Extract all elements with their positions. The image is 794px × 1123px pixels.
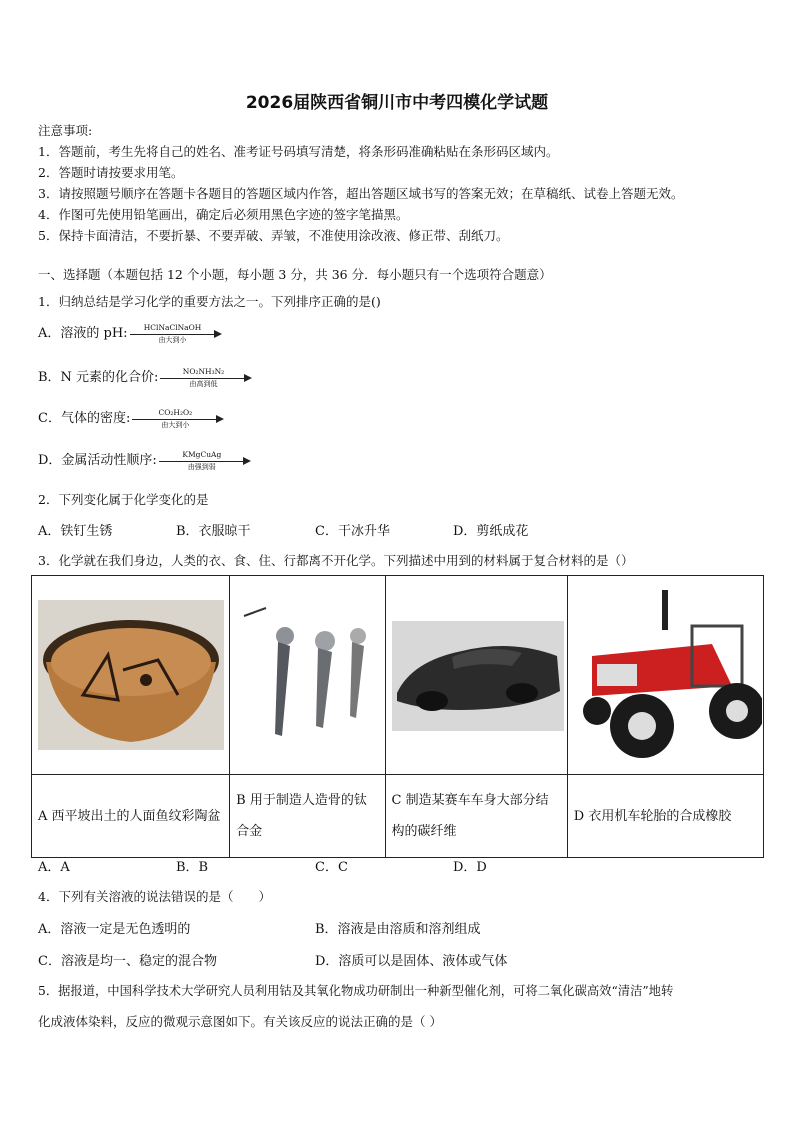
question-4-stem: 4．下列有关溶液的说法错误的是（ ） bbox=[38, 889, 271, 904]
notice-item: 4．作图可先使用铅笔画出，确定后必须用黑色字迹的签字笔描黑。 bbox=[38, 207, 409, 222]
image-cell-d bbox=[567, 576, 763, 775]
titanium-bone-image bbox=[240, 606, 380, 746]
tractor-image bbox=[572, 586, 762, 766]
notice-item: 3．请按照题号顺序在答题卡各题目的答题区域内作答，超出答题区域书写的答案无效；在草稿纸、试卷上答题无效。 bbox=[38, 186, 684, 201]
reaction-arrow bbox=[160, 367, 252, 389]
q2-option-a: A．铁钉生锈 bbox=[38, 524, 113, 539]
question-5-line-1: 5．据报道，中国科学技术大学研究人员利用钴及其氧化物成功研制出一种新型催化剂，可将二氧化碳高效“清洁”地转 bbox=[38, 984, 674, 998]
q2-option-b: B．衣服晾干 bbox=[176, 524, 251, 539]
reaction-arrow bbox=[159, 450, 251, 472]
option-label: B．N 元素的化合价: bbox=[38, 370, 159, 385]
question-3-stem: 3．化学就在我们身边，人类的衣、食、住、行都离不开化学。下列描述中用到的材料属于复合材料的是（） bbox=[38, 553, 634, 568]
option-label: D．金属活动性顺序: bbox=[38, 453, 157, 468]
arrow-bottom-text: 由大到小 bbox=[161, 420, 190, 429]
arrow-top-text: NO₂NH₃N₂ bbox=[182, 366, 225, 376]
question-2-stem: 2．下列变化属于化学变化的是 bbox=[38, 492, 209, 507]
q3-option-b: B．B bbox=[176, 860, 209, 875]
notice-item: 5．保持卡面清洁，不要折暴、不要弄破、弄皱，不准使用涂改液、修正带、刮纸刀。 bbox=[38, 228, 509, 243]
image-cell-b bbox=[230, 576, 385, 775]
arrow-bottom-text: 由大到小 bbox=[158, 335, 187, 344]
q1-option-d bbox=[38, 449, 251, 472]
question-5-line-2: 化成液体染料，反应的微观示意图如下。有关该反应的说法正确的是（ ） bbox=[38, 1014, 442, 1029]
pottery-bowl-image bbox=[38, 600, 224, 750]
q4-option-a: A．溶液一定是无色透明的 bbox=[38, 922, 191, 937]
q4-option-d: D．溶质可以是固体、液体或气体 bbox=[315, 954, 508, 969]
caption-b: B 用于制造人造骨的钛合金 bbox=[230, 775, 385, 858]
q3-option-c: C．C bbox=[315, 860, 348, 875]
arrow-top-text: HClNaClNaOH bbox=[143, 322, 202, 332]
q2-option-d: D．剪纸成花 bbox=[453, 524, 529, 539]
caption-d: D 衣用机车轮胎的合成橡胶 bbox=[567, 775, 763, 858]
q3-option-a: A．A bbox=[38, 860, 70, 875]
carbon-fiber-car-image bbox=[392, 621, 564, 731]
q4-option-b: B．溶液是由溶质和溶剂组成 bbox=[315, 922, 481, 937]
image-cell-c bbox=[385, 576, 567, 775]
option-label: A．溶液的 pH: bbox=[38, 326, 128, 341]
section-heading: 一、选择题（本题包括 12 个小题，每小题 3 分，共 36 分．每小题只有一个选项符合题意） bbox=[38, 267, 552, 282]
materials-table bbox=[31, 575, 764, 858]
question-1-stem: 1．归纳总结是学习化学的重要方法之一。下列排序正确的是() bbox=[38, 294, 381, 309]
q1-option-a bbox=[38, 322, 222, 345]
caption-a: A 西平坡出土的人面鱼纹彩陶盆 bbox=[32, 775, 230, 858]
page-title: 2026届陕西省铜川市中考四模化学试题 bbox=[245, 93, 549, 113]
notice-heading: 注意事项: bbox=[38, 123, 93, 138]
reaction-arrow bbox=[132, 408, 224, 430]
q4-option-c: C．溶液是均一、稳定的混合物 bbox=[38, 954, 217, 969]
arrow-top-text: CO₂H₂O₂ bbox=[158, 407, 193, 417]
q1-option-c bbox=[38, 407, 224, 430]
q2-option-c: C．干冰升华 bbox=[315, 524, 390, 539]
reaction-arrow bbox=[130, 323, 222, 345]
arrow-bottom-text: 由强到弱 bbox=[187, 462, 216, 471]
notice-item: 2．答题时请按要求用笔。 bbox=[38, 165, 184, 180]
q3-option-d: D．D bbox=[453, 860, 487, 875]
option-label: C．气体的密度: bbox=[38, 411, 131, 426]
arrow-bottom-text: 由高到低 bbox=[189, 379, 218, 388]
arrow-top-text: KMgCuAg bbox=[182, 449, 222, 459]
caption-c: C 制造某赛车车身大部分结构的碳纤维 bbox=[385, 775, 567, 858]
q1-option-b bbox=[38, 366, 252, 389]
notice-item: 1．答题前，考生先将自己的姓名、准考证号码填写清楚，将条形码准确粘贴在条形码区域内。 bbox=[38, 144, 559, 159]
image-cell-a bbox=[32, 576, 230, 775]
